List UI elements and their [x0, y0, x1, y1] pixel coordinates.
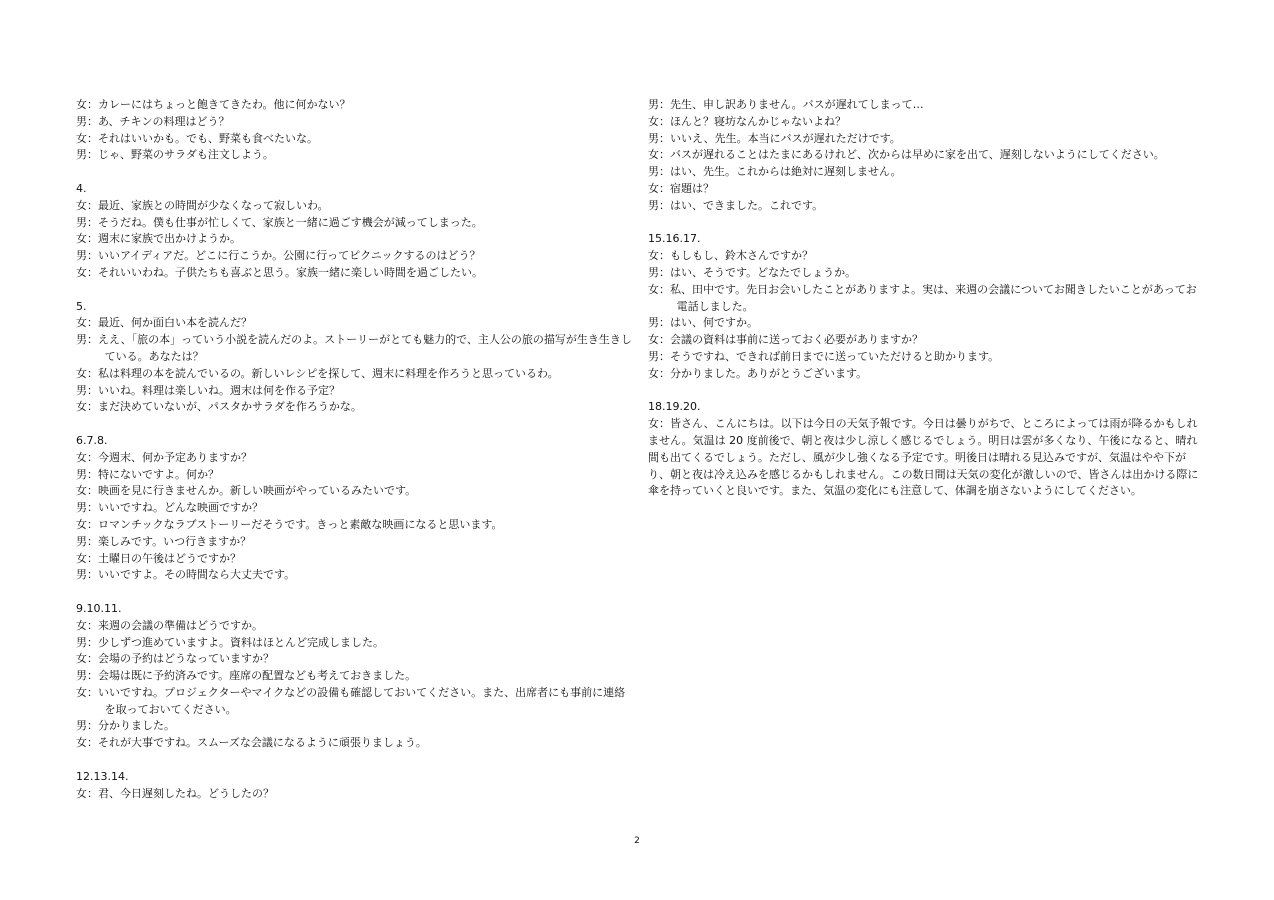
dialogue-line: 男：いいね。料理は楽しいね。週末は何を作る予定？: [76, 383, 340, 397]
dialogue-line: 男：いいですね。どんな映画ですか？: [76, 501, 263, 515]
dialogue-line: 男：はい、先生。これからは絶対に遅刻しません。: [648, 165, 902, 179]
dialogue-line: 男：特にないですよ。何か？: [76, 467, 219, 481]
dialogue-line: 男：はい、そうです。どなたでしょうか。: [648, 265, 857, 279]
blank-line: [76, 164, 632, 181]
dialogue-line: 女：宿題は？: [648, 181, 714, 195]
dialogue-line: 女：それが大事ですね。スムーズな会議になるように頑張りましょう。: [76, 736, 427, 750]
blank-line: [76, 282, 632, 299]
dialogue-line: 女：まだ決めていないが、パスタかサラダを作ろうかな。: [76, 400, 362, 414]
left-column: [76, 97, 632, 802]
section-number: 12.13.14.: [76, 769, 129, 783]
dialogue-line: 女：もしもし、鈴木さんですか？: [648, 249, 813, 263]
section-number: 15.16.17.: [648, 232, 701, 246]
dialogue-line: 女：会場の予約はどうなっていますか？: [76, 652, 274, 666]
dialogue-line: 女：土曜日の午後はどうですか？: [76, 551, 241, 565]
dialogue-line: 男：そうですね、できれば前日までに送っていただけると助かります。: [648, 349, 1000, 363]
dialogue-line: 男：そうだね。僕も仕事が忙しくて、家族と一緒に過ごす機会が減ってしまった。: [76, 215, 483, 229]
section-number: 9.10.11.: [76, 601, 122, 615]
section-number: 6.7.8.: [76, 433, 108, 447]
section-number: 5.: [76, 299, 87, 313]
dialogue-line: 女：それいいわね。子供たちも喜ぶと思う。家族一緒に楽しい時間を過ごしたい。: [76, 265, 483, 279]
dialogue-line: 女：最近、何か面白い本を読んだ？: [76, 316, 252, 330]
dialogue-line: 男：分かりました。: [76, 719, 175, 733]
dialogue-line: 女：バスが遅れることはたまにあるけれど、次からは早めに家を出て、遅刻しないようにしてください。: [648, 148, 1165, 162]
dialogue-line: 男：はい、何ですか。: [648, 316, 758, 330]
dialogue-line: 男：いいですよ。その時間なら大丈夫です。: [76, 568, 296, 582]
dialogue-line: 女：私、田中です。先日お会いしたことがありますよ。実は、来週の会議についてお聞きしたいことがあってお電話しました。: [648, 282, 1197, 313]
page-number: 2: [634, 836, 640, 846]
dialogue-line: 女：それはいいかも。でも、野菜も食べたいな。: [76, 131, 318, 145]
dialogue-line: 男：少しずつ進めていますよ。資料はほとんど完成しました。: [76, 635, 384, 649]
blank-line: [76, 584, 632, 601]
dialogue-line: 女：最近、家族との時間が少なくなって寂しいわ。: [76, 198, 329, 212]
dialogue-line: 女：映画を見に行きませんか。新しい映画がやっているみたいです。: [76, 484, 417, 498]
dialogue-line: 女：会議の資料は事前に送っておく必要がありますか？: [648, 333, 923, 347]
dialogue-line: 男：ええ、「旅の本」っていう小説を読んだのよ。ストーリーがとても魅力的で、主人公の旅の描写が生き生きしている。あなたは？: [76, 333, 632, 363]
blank-line: [648, 215, 1200, 232]
right-column: [648, 97, 1200, 500]
dialogue-line: 男：いいえ、先生。本当にバスが遅れただけです。: [648, 131, 901, 145]
blank-line: [648, 383, 1200, 400]
blank-line: [76, 416, 632, 433]
dialogue-line: 女：カレーにはちょっと飽きてきたわ。他に何かない？: [76, 98, 351, 111]
dialogue-line: 女：分かりました。ありがとうございます。: [648, 366, 868, 380]
section-number: 18.19.20.: [648, 400, 701, 414]
dialogue-line: 男：はい、できました。これです。: [648, 198, 824, 212]
dialogue-line: 男：じゃ、野菜のサラダも注文しよう。: [76, 148, 274, 162]
dialogue-line: 男：会場は既に予約済みです。座席の配置なども考えておきました。: [76, 669, 417, 683]
dialogue-line: 男：いいアイディアだ。どこに行こうか。公園に行ってピクニックするのはどう？: [76, 249, 481, 263]
dialogue-line: 女：私は料理の本を読んでいるの。新しいレシピを探して、週末に料理を作ろうと思っているわ。: [76, 366, 559, 380]
dialogue-line: 女：いいですね。プロジェクターやマイクなどの設備も確認しておいてください。また、出席者にも事前に連絡を取っておいてください。: [76, 685, 626, 716]
dialogue-line: 女：君、今日遅刻したね。どうしたの？: [76, 786, 274, 800]
dialogue-line: 女：今週末、何か予定ありますか？: [76, 450, 252, 464]
dialogue-line: 女：皆さん、こんにちは。以下は今日の天気予報です。今日は曇りがちで、ところによっては雨が降るかもしれません。気温は 20 度前後で、朝と夜は少し涼しく感じるでしょう。明日は雲が多くなり、午後になると、晴れ間も出てくるでしょう。ただし、風が少し強くなる予定です。明後日は晴れる見込みですが、気温はやや下がり、朝と夜は冷え込みを感じるかもしれません。この数日間は天気の変化が激しいので、皆さんは出かける際に傘を持っていくと良いです。また、気温の変化にも注意して、体調を崩さないようにしてください。: [648, 417, 1199, 498]
dialogue-line: 女：ロマンチックなラブストーリーだそうです。きっと素敵な映画になると思います。: [76, 517, 503, 531]
dialogue-line: 男：楽しみです。いつ行きますか？: [76, 534, 252, 548]
dialogue-line: 女：ほんと？寝坊なんかじゃないよね？: [648, 114, 846, 128]
dialogue-line: 男：あ、チキンの料理はどう？: [76, 114, 230, 128]
dialogue-line: 男：先生、申し訳ありません。バスが遅れてしまって…: [648, 98, 924, 111]
dialogue-line: 女：来週の会議の準備はどうですか。: [76, 618, 263, 632]
blank-line: [76, 752, 632, 769]
dialogue-line: 女：週末に家族で出かけようか。: [76, 232, 241, 246]
section-number: 4.: [76, 181, 87, 195]
